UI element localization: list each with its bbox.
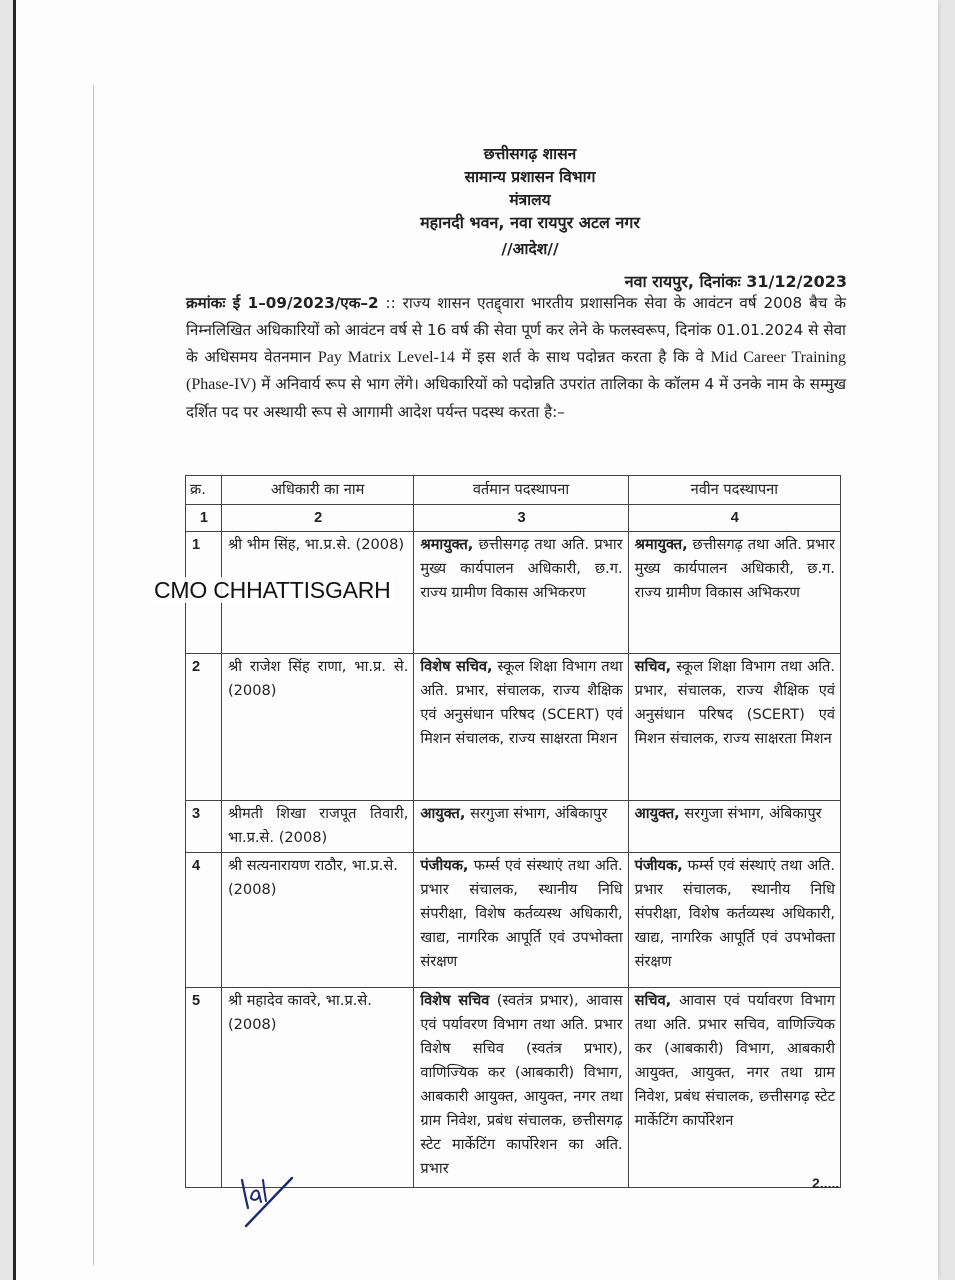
- current-posting: [414, 654, 628, 801]
- officer-name: श्री राजेश सिंह राणा, भा.प्र. से. (2008): [221, 654, 413, 801]
- new-post-detail: स्कूल शिक्षा विभाग तथा अति. प्रभार, संचालक, राज्य शैक्षिक एवं अनुसंधान परिषद (SCERT) एवं मिशन संचालक, राज्य साक्षरता मिशन: [634, 658, 835, 747]
- order-paragraph: [186, 290, 846, 426]
- row-serial: 4: [186, 853, 222, 988]
- order-reference-number: क्रमांकः ई 1–09/2023/एक–2: [186, 294, 379, 312]
- signature-mark: [232, 1168, 302, 1230]
- page-continuation: 2.....: [812, 1175, 840, 1191]
- new-post-title: सचिव,: [634, 992, 672, 1009]
- header-department: सामान्य प्रशासन विभाग: [464, 168, 596, 186]
- header-order-title: //आदेश//: [501, 240, 559, 258]
- officer-name: श्री सत्यनारायण राठौर, भा.प्र.से. (2008): [221, 853, 413, 988]
- watermark-label: CMO CHHATTISGARH: [154, 577, 391, 603]
- order-dateline: नवा रायपुर, दिनांकः 31/12/2023: [624, 272, 847, 291]
- header-new-posting: नवीन पदस्थापना: [628, 476, 840, 505]
- current-post-title: श्रमायुक्त,: [420, 536, 474, 553]
- new-posting: [628, 988, 840, 1188]
- current-post-title: आयुक्त,: [420, 805, 466, 822]
- table-row: [186, 988, 841, 1188]
- header-current-posting: वर्तमान पदस्थापना: [414, 476, 628, 505]
- current-post-title: विशेष सचिव,: [420, 658, 493, 675]
- column-number: 4: [628, 505, 840, 532]
- current-post-detail: (स्वतंत्र प्रभार), आवास एवं पर्यावरण विभाग तथा अति. प्रभार विशेष सचिव (स्वतंत्र प्रभार), वाणिज्यिक कर (आबकारी) विभाग, आबकारी आयुक्त, आयुक्त, नगर तथा ग्राम निवेश, प्रबंध संचालक, छत्तीसगढ़ स्टेट मार्केटिंग कार्पोरेशन का अति. प्रभार: [420, 992, 623, 1177]
- new-post-title: आयुक्त,: [634, 805, 680, 822]
- table-header-row: [186, 476, 841, 505]
- table-column-number-row: [186, 505, 841, 532]
- new-post-title: पंजीयक,: [634, 857, 683, 874]
- new-posting: [628, 801, 840, 853]
- header-ministry: मंत्रालय: [509, 191, 551, 209]
- table-row: [186, 853, 841, 988]
- new-post-detail: आवास एवं पर्यावरण विभाग तथा अति. प्रभार सचिव, वाणिज्यिक कर (आबकारी) विभाग, आबकारी आयुक्त, आयुक्त, नगर तथा ग्राम निवेश, प्रबंध संचालक, छत्तीसगढ़ स्टेट मार्केटिंग कार्पोरेशन: [634, 992, 835, 1129]
- row-serial: 5: [186, 988, 222, 1188]
- row-serial: 1: [186, 532, 222, 654]
- current-post-title: विशेष सचिव: [420, 992, 490, 1009]
- header-address: महानदी भवन, नवा रायपुर अटल नगर: [420, 213, 640, 232]
- table-row: [186, 801, 841, 853]
- new-post-title: सचिव,: [634, 658, 672, 675]
- page-fold-line: [93, 85, 94, 1265]
- current-posting: [414, 532, 628, 654]
- training-name: Mid Career Training (Phase-IV): [186, 348, 846, 394]
- order-text-part2: में इस शर्त के साथ पदोन्नत करता है कि वे: [454, 347, 711, 366]
- new-post-detail: छत्तीसगढ़ तथा अति. प्रभार मुख्य कार्यपालन अधिकारी, छ.ग. राज्य ग्रामीण विकास अभिकरण: [634, 536, 835, 601]
- header-officer-name: अधिकारी का नाम: [221, 476, 413, 505]
- current-post-detail: सरगुजा संभाग, अंबिकापुर: [465, 805, 608, 822]
- current-post-detail: स्कूल शिक्षा विभाग तथा अति. प्रभार, संचालक, राज्य शैक्षिक एवं अनुसंधान परिषद (SCERT) एवं मिशन संचालक, राज्य साक्षरता मिशन: [420, 658, 623, 747]
- current-post-detail: फर्म्स एवं संस्थाएं तथा अति. प्रभार संचालक, स्थानीय निधि संपरीक्षा, विशेष कर्तव्यस्थ अधिकारी, खाद्य, नागरिक आपूर्ति एवं उपभोक्ता संरक्षण: [420, 857, 623, 970]
- new-posting: [628, 853, 840, 988]
- column-number: 1: [186, 505, 222, 532]
- current-posting: [414, 988, 628, 1188]
- current-posting: [414, 853, 628, 988]
- current-post-detail: छत्तीसगढ़ तथा अति. प्रभार मुख्य कार्यपालन अधिकारी, छ.ग. राज्य ग्रामीण विकास अभिकरण: [420, 536, 623, 601]
- officer-name: श्री भीम सिंह, भा.प्र.से. (2008): [221, 532, 413, 654]
- new-post-detail: सरगुजा संभाग, अंबिकापुर: [679, 805, 822, 822]
- pay-matrix-level: Pay Matrix Level-14: [317, 348, 455, 366]
- header-serial: क्र.: [186, 476, 222, 505]
- order-text-part1: :: राज्य शासन एतद्द्वारा भारतीय प्रशासनिक सेवा के आवंटन वर्ष 2008 बैच के निम्नलिखित अधिकारियों को आवंटन वर्ष से 16 वर्ष की सेवा पूर्ण कर लेने के फलस्वरूप, दिनांक 01.01.2024 से सेवा के अधिसमय वेतनमान: [186, 294, 846, 366]
- new-posting: [628, 532, 840, 654]
- row-serial: 3: [186, 801, 222, 853]
- order-text-part3: में अनिवार्य रूप से भाग लेंगे। अधिकारियों को पदोन्नति उपरांत तालिका के कॉलम 4 में उनके नाम के सम्मुख दर्शित पद पर अस्थायी रूप से आगामी आदेश पर्यन्त पदस्थ करता है:–: [186, 375, 846, 422]
- new-posting: [628, 654, 840, 801]
- officer-name: श्रीमती शिखा राजपूत तिवारी, भा.प्र.से. (2008): [221, 801, 413, 853]
- column-number: 3: [414, 505, 628, 532]
- table-row: [186, 654, 841, 801]
- officer-name: श्री महादेव कावरे, भा.प्र.से. (2008): [221, 988, 413, 1188]
- current-post-title: पंजीयक,: [420, 857, 469, 874]
- new-post-title: श्रमायुक्त,: [634, 536, 688, 553]
- column-number: 2: [221, 505, 413, 532]
- new-post-detail: फर्म्स एवं संस्थाएं तथा अति. प्रभार संचालक, स्थानीय निधि संपरीक्षा, विशेष कर्तव्यस्थ अधिकारी, खाद्य, नागरिक आपूर्ति एवं उपभोक्ता संरक्षण: [634, 857, 835, 970]
- row-serial: 2: [186, 654, 222, 801]
- current-posting: [414, 801, 628, 853]
- header-government: छत्तीसगढ़ शासन: [483, 145, 577, 163]
